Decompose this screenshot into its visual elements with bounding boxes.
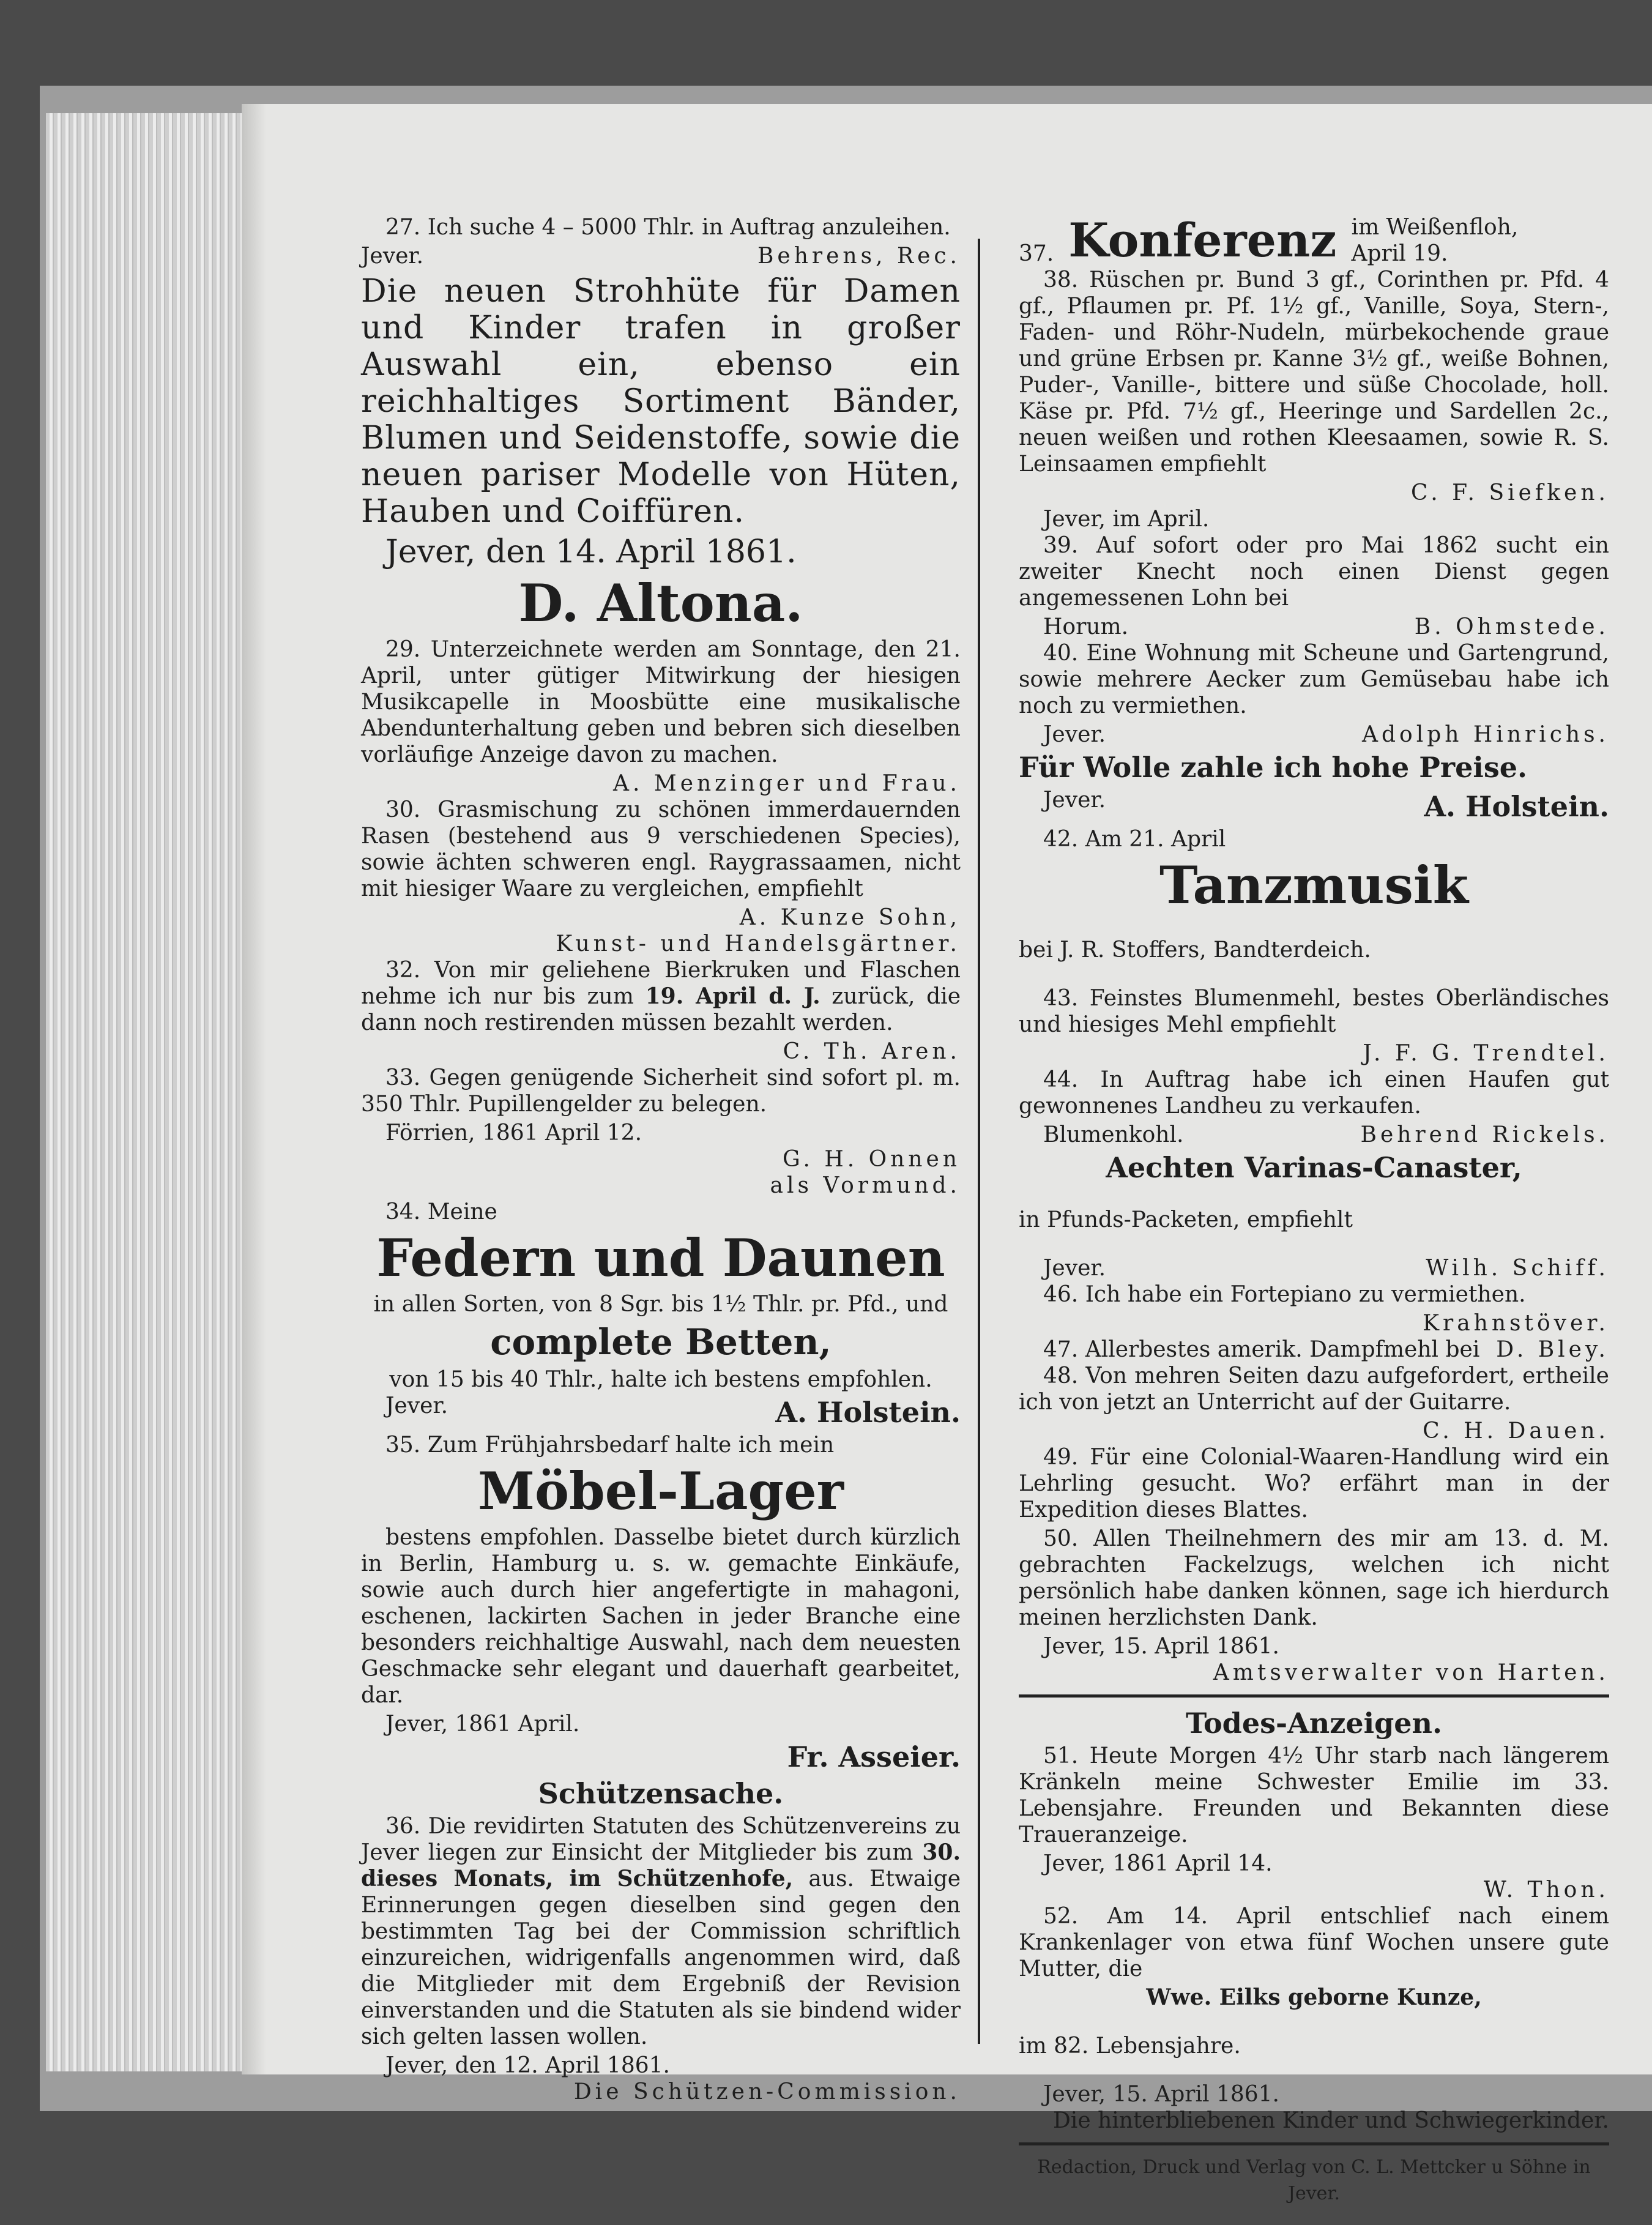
notice-38-place: Jever, im April. — [1043, 507, 1210, 532]
notice-45-place: Jever. — [1043, 1256, 1106, 1281]
notice-34-place: Jever. — [385, 1393, 448, 1418]
page-gutter-shadow — [242, 104, 266, 2074]
notice-47-text: 47. Allerbestes amerik. Dampfmehl bei — [1043, 1337, 1480, 1362]
notice-45-footer — [1019, 1255, 1609, 1281]
notice-34-text: in allen Sorten, von 8 Sgr. bis 1½ Thlr. pr. Pfd., und — [373, 1292, 948, 1317]
notice-30: 30. Grasmischung zu schönen immerdauernden Rasen (bestehend aus 9 verschiedenen Species), sowie ächten schweren engl. Raygrassaamen, nicht mit hiesiger Waare zu vergleichen, empfiehlt — [361, 797, 961, 901]
notice-32-deadline: 19. April d. J. — [645, 983, 820, 1009]
notice-35-intro: 35. Zum Frühjahrsbedarf halte ich mein — [385, 1433, 835, 1458]
notice-52-date: Jever, 15. April 1861. — [1043, 2082, 1279, 2107]
notice-51-signature: W. Thon. — [1483, 1877, 1609, 1903]
notice-37 — [1019, 214, 1609, 267]
notice-35-signature: Fr. Asseier. — [787, 1740, 961, 1773]
notice-39-footer — [1019, 614, 1609, 640]
notice-38-signature: C. F. Siefken. — [1411, 480, 1609, 505]
notice-27: 27. Ich suche 4 – 5000 Thlr. in Auftrag anzuleihen. — [385, 215, 951, 240]
notice-32 — [361, 957, 961, 1036]
notice-44: 44. In Auftrag habe ich einen Haufen gut gewonnenes Landheu zu verkaufen. — [1019, 1067, 1609, 1119]
notice-40-place: Jever. — [1043, 722, 1106, 747]
notice-47-signature: D. Bley. — [1496, 1337, 1609, 1362]
notice-51-date: Jever, 1861 April 14. — [1043, 1851, 1273, 1876]
notice-41-headline: Für Wolle zahle ich hohe Preise. — [1019, 751, 1528, 784]
notice-35-headline: Möbel-Lager — [478, 1461, 844, 1521]
notice-45-headline: Aechten Varinas-Canaster, — [1106, 1151, 1522, 1184]
ad-straw-hats: Die neuen Strohhüte für Damen und Kinder trafen in großer Auswahl ein, ebenso ein reichhaltiges Sortiment Bänder, Blumen und Seidenstoffe, sowie die neuen pariser Modelle von Hüten, Hauben und Coiffüren. — [361, 273, 961, 530]
notice-51: 51. Heute Morgen 4½ Uhr starb nach längerem Kränkeln meine Schwester Emilie im 33. Lebensjahre. Freunden und Bekannten diese Traueranzeige. — [1019, 1743, 1609, 1847]
notice-32-signature: C. Th. Aren. — [783, 1039, 961, 1064]
notice-27-footer — [361, 243, 961, 269]
notice-33: 33. Gegen genügende Sicherheit sind sofort pl. m. 350 Thlr. Pupillengelder zu belegen. — [361, 1065, 961, 1117]
notice-50-signature: Amtsverwalter von Harten. — [1213, 1660, 1609, 1685]
notice-34-text-2: von 15 bis 40 Thlr., halte ich bestens empfohlen. — [389, 1367, 932, 1392]
notice-33-signature: G. H. Onnen — [782, 1147, 961, 1172]
notice-37-place: im Weißenfloh, — [1351, 215, 1519, 240]
notice-40-signature: Adolph Hinrichs. — [1362, 722, 1609, 747]
notice-29: 29. Unterzeichnete werden am Sonntage, den 21. April, unter gütiger Mitwirkung der hiesigen Musikcapelle in Moosbütte eine musikalische Abendunterhaltung geben und bebren sich dieselben vorläufige Anzeige davon zu machen. — [361, 637, 961, 767]
notice-36-headline: Schützensache. — [538, 1777, 784, 1810]
notice-27-place: Jever. — [361, 244, 424, 269]
notice-35-text: bestens empfohlen. Dasselbe bietet durch kürzlich in Berlin, Hamburg u. s. w. gemachte Einkäufe, sowie auch durch hier angefertigte in mahagoni, eschenen, lackirten Sachen in jeder Branche eine besonders reichhaltige Auswahl, nach dem neuesten Geschmacke sehr elegant und dauerhaft gearbeitet, dar. — [361, 1525, 961, 1708]
notice-45-text: in Pfunds-Packeten, empfiehlt — [1019, 1207, 1353, 1232]
notice-47 — [1019, 1336, 1609, 1363]
notice-48-signature: C. H. Dauen. — [1423, 1418, 1609, 1444]
notice-52-age: im 82. Lebensjahre. — [1019, 2033, 1241, 2059]
notice-46-signature: Krahnstöver. — [1423, 1311, 1609, 1336]
right-column — [1019, 214, 1609, 2225]
notice-45-signature: Wilh. Schiff. — [1426, 1256, 1609, 1281]
notice-49: 49. Für eine Colonial-Waaren-Handlung wird ein Lehrling gesucht. Wo? erfährt man in der Expedition dieses Blattes. — [1019, 1445, 1609, 1522]
notice-34-footer — [361, 1393, 961, 1432]
notice-36-text-a: 36. Die revidirten Statuten des Schützenvereins zu Jever liegen zur Einsicht der Mitglieder bis zum — [361, 1814, 961, 1865]
notice-42-intro: 42. Am 21. April — [1043, 827, 1226, 852]
notice-36-date: Jever, den 12. April 1861. — [385, 2053, 670, 2078]
ad-straw-hats-date: Jever, den 14. April 1861. — [385, 534, 797, 570]
notice-30-signature: A. Kunze Sohn, — [739, 905, 961, 930]
notice-36-text-b: aus. Etwaige Erinnerungen gegen dieselben sind gegen den bestimmten Tag bei der Commission schriftlich einzureichen, widrigenfalls angenommen wird, daß die Mitglieder mit dem Ergebniß der Revision einverstanden und die Statuten als sie bindend wider sich gelten lassen wollen. — [361, 1866, 961, 2049]
left-column — [361, 214, 961, 2105]
notice-52-signature: Die hinterbliebenen Kinder und Schwiegerkinder. — [1052, 2108, 1609, 2133]
notice-41-footer — [1019, 787, 1609, 826]
notice-44-place: Blumenkohl. — [1043, 1122, 1184, 1147]
notice-32-text-b: zurück, die dann noch restirenden müssen bezahlt werden. — [361, 984, 961, 1035]
notice-34-headline: Federn und Daunen — [376, 1228, 945, 1288]
notice-41-signature: A. Holstein. — [1424, 790, 1609, 823]
notice-42-text: bei J. R. Stoffers, Bandterdeich. — [1019, 937, 1371, 963]
notice-39: 39. Auf sofort oder pro Mai 1862 sucht ein zweiter Knecht noch einen Dienst gegen angemessenen Lohn bei — [1019, 533, 1609, 611]
notice-34-intro: 34. Meine — [385, 1199, 497, 1224]
imprint-rule — [1019, 2142, 1609, 2145]
notice-33-signature-role: als Vormund. — [770, 1173, 961, 1198]
notice-37-where — [1351, 214, 1518, 267]
notice-34-signature: A. Holstein. — [775, 1396, 961, 1429]
notice-44-footer — [1019, 1122, 1609, 1148]
notice-52: 52. Am 14. April entschlief nach einem Krankenlager von etwa fünf Wochen unsere gute Mutter, die — [1019, 1904, 1609, 1981]
deaths-headline: Todes-Anzeigen. — [1186, 1707, 1442, 1740]
notice-27-signature: Behrens, Rec. — [757, 244, 961, 269]
notice-39-place: Horum. — [1043, 614, 1129, 639]
imprint: Redaction, Druck und Verlag von C. L. Mettcker u Söhne in Jever. — [1037, 2156, 1591, 2204]
notice-38: 38. Rüschen pr. Bund 3 gf., Corinthen pr. Pfd. 4 gf., Pflaumen pr. Pf. 1½ gf., Vanille, Soya, Stern-, Faden- und Röhr-Nudeln, mürbekochende graue und grüne Erbsen pr. Kanne 3½ gf., weiße Bohnen, Puder-, Vanille-, bittere und süße Chocolade, holl. Käse pr. Pfd. 7½ gf., Heeringe und Sardellen 2c., neuen weißen und rothen Kleesaamen, sowie R. S. Leinsaamen empfiehlt — [1019, 267, 1609, 477]
notice-43-signature: J. F. G. Trendtel. — [1363, 1041, 1609, 1066]
notice-46: 46. Ich habe ein Fortepiano zu vermiethen. — [1043, 1282, 1526, 1307]
notice-37-number: 37. — [1019, 241, 1054, 266]
notice-33-place: Förrien, 1861 April 12. — [385, 1120, 642, 1146]
column-divider — [978, 239, 980, 2044]
notice-30-signature-title: Kunst- und Handelsgärtner. — [556, 931, 961, 956]
notice-36-deadline: 30. dieses Monats, im Schützenhofe, — [361, 1839, 961, 1891]
notice-42-headline: Tanzmusik — [1159, 855, 1469, 915]
notice-37-date: April 19. — [1351, 241, 1448, 266]
notice-32-text-a: 32. Von mir geliehene Bierkruken und Flaschen nehme ich nur bis zum — [361, 958, 961, 1009]
section-rule — [1019, 1694, 1609, 1698]
page-stack-edge — [46, 113, 242, 2071]
notice-37-headline: Konferenz — [1068, 213, 1337, 267]
notice-50-date: Jever, 15. April 1861. — [1043, 1634, 1279, 1659]
notice-41-place: Jever. — [1043, 788, 1106, 813]
notice-29-signature: A. Menzinger und Frau. — [612, 771, 961, 796]
notice-40-footer — [1019, 721, 1609, 748]
notice-39-signature: B. Ohmstede. — [1414, 614, 1609, 639]
notice-43: 43. Feinstes Blumenmehl, bestes Oberländisches und hiesiges Mehl empfiehlt — [1019, 986, 1609, 1037]
notice-44-signature: Behrend Rickels. — [1360, 1122, 1609, 1147]
ad-straw-hats-signature: D. Altona. — [518, 573, 803, 633]
notice-36 — [361, 1813, 961, 2050]
notice-36-signature: Die Schützen-Commission. — [573, 2079, 961, 2104]
notice-40: 40. Eine Wohnung mit Scheune und Gartengrund, sowie mehrere Aecker zum Gemüsebau habe ich noch zu vermiethen. — [1019, 641, 1609, 718]
notice-35-place: Jever, 1861 April. — [385, 1712, 580, 1737]
notice-48: 48. Von mehren Seiten dazu aufgefordert, ertheile ich von jetzt an Unterricht auf der Guitarre. — [1019, 1363, 1609, 1415]
notice-50: 50. Allen Theilnehmern des mir am 13. d. M. gebrachten Fackelzugs, welchen ich nicht persönlich habe danken können, sage ich hierdurch meinen herzlichsten Dank. — [1019, 1526, 1609, 1630]
notice-52-name: Wwe. Eilks geborne Kunze, — [1146, 1985, 1482, 2010]
notice-34-headline-2: complete Betten, — [490, 1321, 832, 1363]
